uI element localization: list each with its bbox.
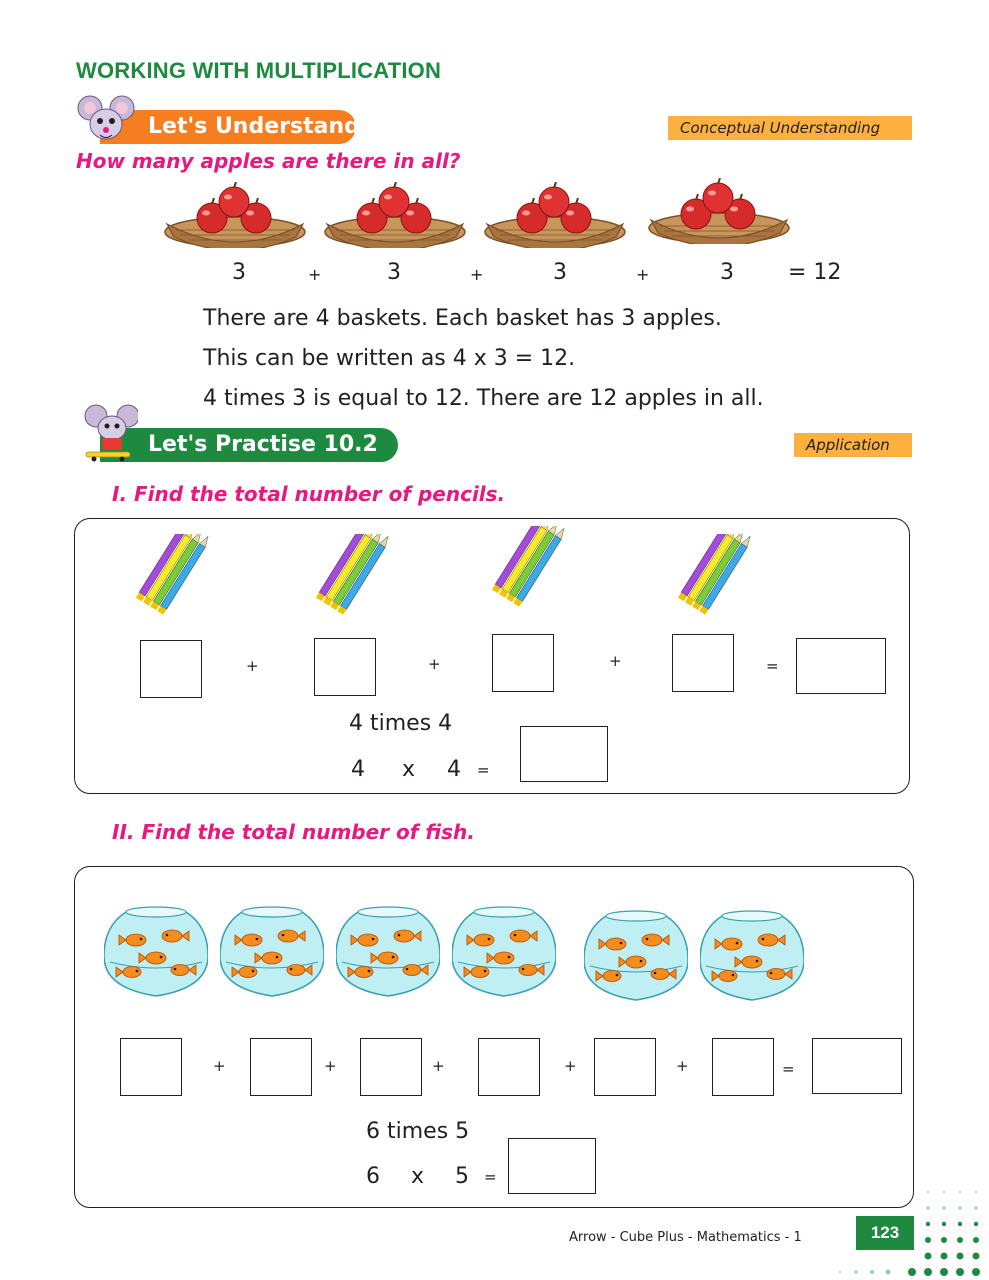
multiplier: 5 <box>455 1164 469 1189</box>
fish-question: II. Find the total number of fish. <box>112 820 475 844</box>
pencils-icon <box>298 534 428 618</box>
plus-sign: + <box>308 265 322 284</box>
equals-sign: = <box>477 761 490 779</box>
plus-sign: + <box>246 657 259 675</box>
application-tag: Application <box>794 433 912 457</box>
page-number: 123 <box>856 1216 914 1250</box>
book-title-footer: Arrow - Cube Plus - Mathematics - 1 <box>569 1230 802 1245</box>
plus-sign: + <box>213 1057 226 1075</box>
pencils-icon <box>660 534 790 618</box>
plus-sign: + <box>470 265 484 284</box>
times-sign: x <box>402 757 416 782</box>
fishbowl-icon <box>220 904 324 998</box>
answer-box[interactable] <box>250 1038 312 1096</box>
pencils-icon <box>474 526 604 610</box>
total-answer-box[interactable] <box>796 638 886 694</box>
addend: 3 <box>387 260 401 285</box>
answer-box[interactable] <box>672 634 734 692</box>
mouse-mascot-icon <box>76 94 136 146</box>
answer-box[interactable] <box>478 1038 540 1096</box>
apple-basket-icon <box>322 182 468 248</box>
skateboard-mouse-icon <box>82 404 138 464</box>
times-statement: 6 times 5 <box>366 1119 470 1144</box>
sum-result: = 12 <box>788 260 842 285</box>
product-answer-box[interactable] <box>508 1138 596 1194</box>
fishbowl-icon <box>700 908 804 1002</box>
section-title: WORKING WITH MULTIPLICATION <box>76 58 442 83</box>
explanation-line: 4 times 3 is equal to 12. There are 12 apples in all. <box>203 386 764 411</box>
answer-box[interactable] <box>314 638 376 696</box>
answer-box[interactable] <box>360 1038 422 1096</box>
times-sign: x <box>411 1164 425 1189</box>
product-answer-box[interactable] <box>520 726 608 782</box>
plus-sign: + <box>432 1057 445 1075</box>
times-statement: 4 times 4 <box>349 711 453 736</box>
fishbowl-icon <box>336 904 440 998</box>
plus-sign: + <box>609 652 622 670</box>
total-answer-box[interactable] <box>812 1038 902 1094</box>
fishbowl-icon <box>452 904 556 998</box>
answer-box[interactable] <box>120 1038 182 1096</box>
multiplicand: 4 <box>351 757 365 782</box>
answer-box[interactable] <box>712 1038 774 1096</box>
plus-sign: + <box>676 1057 689 1075</box>
addend: 3 <box>720 260 734 285</box>
addend: 3 <box>232 260 246 285</box>
fishbowl-icon <box>104 904 208 998</box>
pencils-question: I. Find the total number of pencils. <box>112 482 506 506</box>
plus-sign: + <box>636 265 650 284</box>
equals-sign: = <box>766 657 779 675</box>
equals-sign: = <box>782 1060 795 1078</box>
conceptual-understanding-tag: Conceptual Understanding <box>668 116 912 140</box>
multiplier: 4 <box>447 757 461 782</box>
plus-sign: + <box>324 1057 337 1075</box>
apple-basket-icon <box>162 182 308 248</box>
apples-question: How many apples are there in all? <box>76 149 461 173</box>
apple-basket-icon <box>482 182 628 248</box>
pencils-icon <box>118 534 248 618</box>
answer-box[interactable] <box>140 640 202 698</box>
explanation-line: There are 4 baskets. Each basket has 3 apples. <box>203 306 722 331</box>
equals-sign: = <box>484 1168 497 1186</box>
lets-practise-heading: Let's Practise 10.2 <box>100 428 398 462</box>
plus-sign: + <box>564 1057 577 1075</box>
explanation-line: This can be written as 4 x 3 = 12. <box>203 346 576 371</box>
answer-box[interactable] <box>492 634 554 692</box>
addend: 3 <box>553 260 567 285</box>
plus-sign: + <box>428 655 441 673</box>
lets-understand-heading: Let's Understand <box>100 110 356 144</box>
multiplicand: 6 <box>366 1164 380 1189</box>
fishbowl-icon <box>584 908 688 1002</box>
apple-basket-icon <box>646 178 792 244</box>
answer-box[interactable] <box>594 1038 656 1096</box>
